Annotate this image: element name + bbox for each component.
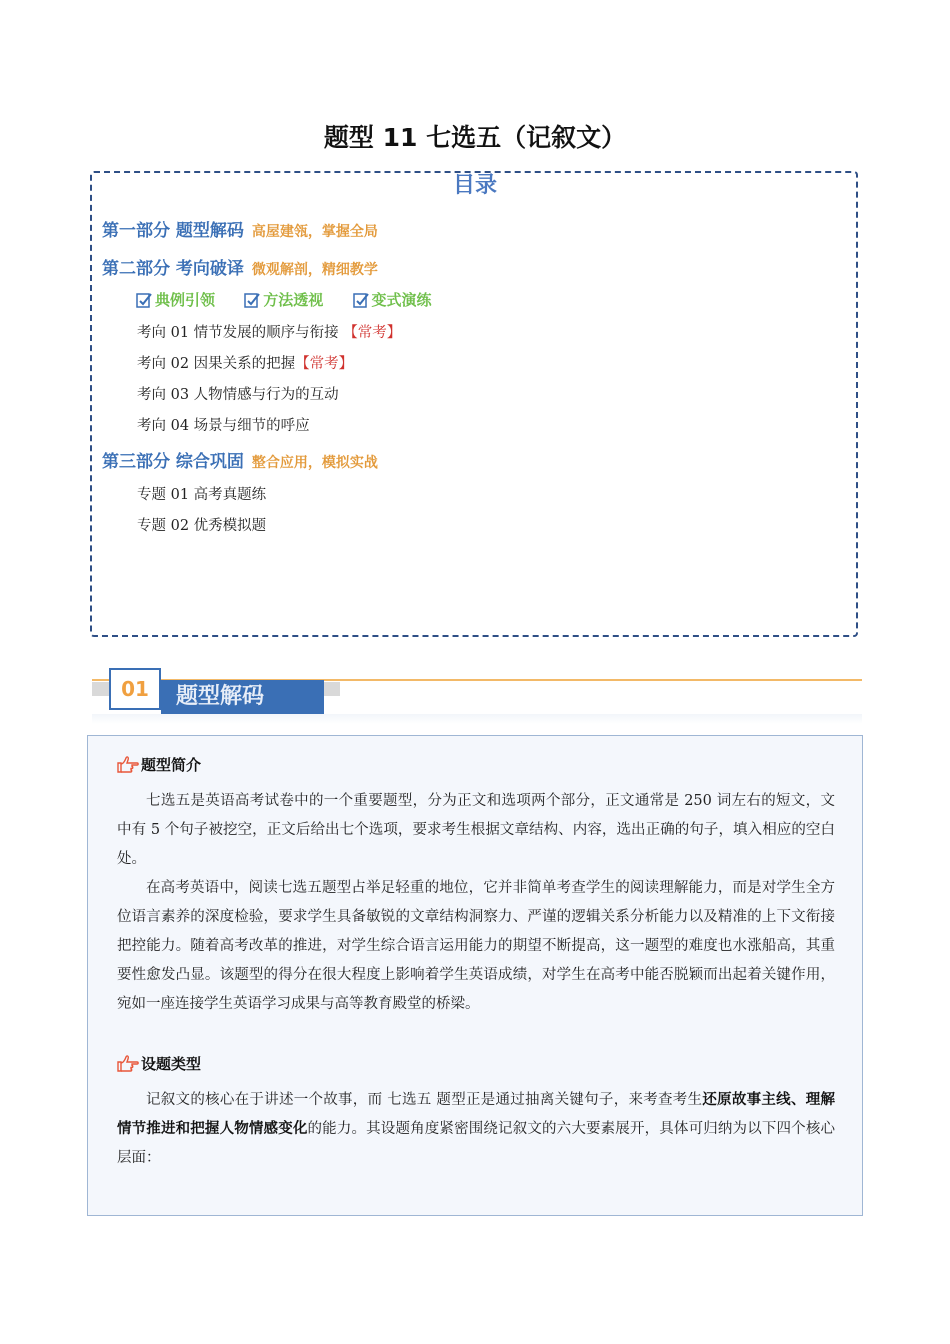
toc-direction-2 — [137, 352, 353, 373]
section-decoration — [92, 682, 110, 696]
checkbox-icon — [244, 292, 260, 308]
intro-paragraph-2: 在高考英语中，阅读七选五题型占举足轻重的地位，它并非简单考查学生的阅读理解能力，而是对学生全方位语言素养的深度检验，要求学生具备敏锐的文章结构洞察力、严谨的逻辑关系分析能力以及精准的上下文衔接把控能力。随着高考改革的推进，对学生综合语言运用能力的期望不断提高，这一题型的难度也水涨船高，其重要性愈发凸显。该题型的得分在很大程度上影响着学生英语成绩，对学生在高考中能否脱颖而出起着关键作用，宛如一座连接学生英语学习成果与高等教育殿堂的桥梁。 — [117, 880, 835, 1012]
toc-title-text: 目录 — [447, 173, 503, 198]
toc-title — [0, 168, 950, 199]
direction-text: 考向 01 情节发展的顺序与衔接 — [137, 325, 344, 341]
toc-direction-4 — [137, 414, 310, 435]
intro-heading — [117, 754, 201, 775]
method-item — [244, 289, 323, 310]
question-type-heading-text: 设题类型 — [141, 1055, 202, 1073]
direction-badge: 【常考】 — [295, 356, 354, 372]
question-type-heading — [117, 1053, 201, 1074]
toc-topic-1: 专题 01 高考真题练 — [137, 487, 267, 503]
question-type-text-bold: 还原故事主线、理解情节推进和把握人物情感变化 — [117, 1092, 836, 1137]
toc-direction-1 — [137, 321, 401, 342]
toc-part-3-label: 第三部分 综合巩固 — [102, 452, 244, 472]
intro-heading-text: 题型简介 — [141, 756, 202, 774]
direction-text: 考向 02 因果关系的把握 — [137, 356, 296, 372]
checkbox-icon — [136, 292, 152, 308]
question-type-text-start: 记叙文的核心在于讲述一个故事，而 七选五 题型正是通过抽离关键句子，来考查考生 — [146, 1092, 703, 1108]
section-number: 01 — [109, 668, 161, 710]
toc-part-2-tag: 微观解剖，精细教学 — [251, 262, 378, 278]
checkbox-icon — [353, 292, 369, 308]
direction-badge: 【常考】 — [343, 325, 402, 341]
intro-paragraph-1: 七选五是英语高考试卷中的一个重要题型，分为正文和选项两个部分，正文通常是 250 词左右的短文，文中有 5 个句子被挖空，正文后给出七个选项，要求考生根据文章结构、内容，选出正确的句子，填入相应的空白处。 — [117, 793, 835, 867]
section-decoration — [324, 682, 340, 696]
method-item — [136, 289, 215, 310]
pointing-hand-icon — [117, 755, 139, 775]
method-item — [353, 289, 432, 310]
toc-topic-2: 专题 02 优秀模拟题 — [137, 518, 267, 534]
section-label: 题型解码 — [161, 680, 324, 714]
section-shadow — [92, 714, 862, 724]
toc-part-1 — [102, 216, 378, 241]
method-list — [136, 289, 456, 312]
document-title: 题型 11 七选五（记叙文） — [323, 123, 627, 152]
question-type-text-end: 的能力。其设题角度紧密围绕记叙文的六大要素展开，具体可归纳为以下四个核心层面： — [117, 1121, 835, 1166]
toc-part-1-label: 第一部分 题型解码 — [102, 221, 244, 241]
intro-paragraphs — [117, 787, 835, 1019]
toc-part-2 — [102, 254, 378, 279]
direction-text: 考向 03 人物情感与行为的互动 — [137, 387, 339, 403]
method-label: 变式演练 — [371, 291, 432, 309]
toc-part-3-tag: 整合应用，模拟实战 — [251, 455, 378, 471]
toc-part-2-label: 第二部分 考向破译 — [102, 259, 244, 279]
question-type-text — [117, 1086, 835, 1173]
toc-part-1-tag: 高屋建瓴，掌握全局 — [251, 224, 378, 240]
method-label: 方法透视 — [263, 291, 324, 309]
method-label: 典例引领 — [155, 291, 216, 309]
direction-text: 考向 04 场景与细节的呼应 — [137, 418, 310, 434]
toc-direction-3 — [137, 383, 339, 404]
question-type-paragraph — [117, 1086, 835, 1173]
toc-part-3 — [102, 447, 378, 472]
pointing-hand-icon — [117, 1054, 139, 1074]
